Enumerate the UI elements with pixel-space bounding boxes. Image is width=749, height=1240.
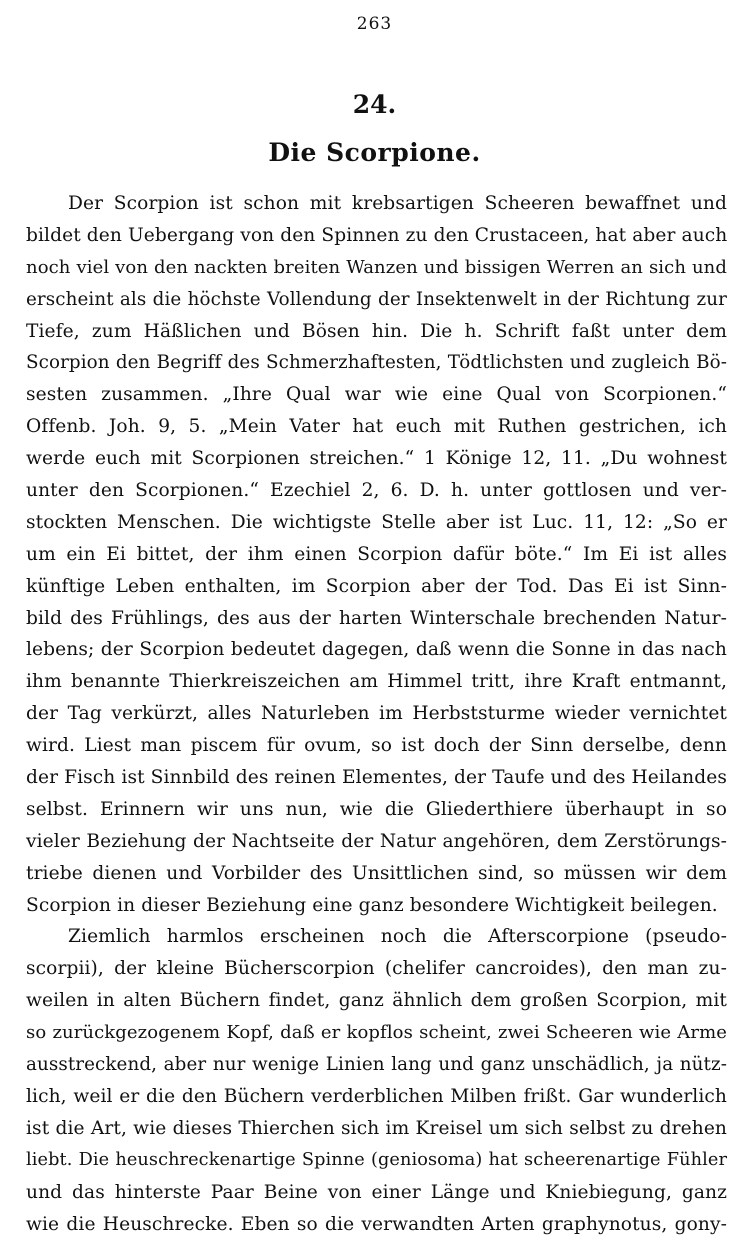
text-line: bild des Frühlings, des aus der harten Winterschale brechenden Natur-	[26, 603, 727, 635]
text-line: wie die Heuschrecke. Eben so die verwandten Arten graphynotus, gony-	[26, 1209, 727, 1240]
text-line: der Tag verkürzt, alles Naturleben im Herbststurme wieder vernichtet	[26, 698, 727, 730]
body-text	[26, 188, 727, 1240]
text-line: werde euch mit Scorpionen streichen.“ 1 Könige 12, 11. „Du wohnest	[26, 443, 727, 475]
text-line: ausstreckend, aber nur wenige Linien lang und ganz unschädlich, ja nütz-	[26, 1049, 727, 1081]
text-line: erscheint als die höchste Vollendung der Insektenwelt in der Richtung zur	[26, 284, 727, 316]
page-number: 263	[0, 14, 749, 34]
text-line: noch viel von den nackten breiten Wanzen und bissigen Werren an sich und	[26, 252, 727, 284]
text-line: ihm benannte Thierkreiszeichen am Himmel tritt, ihre Kraft entmannt,	[26, 666, 727, 698]
text-line: so zurückgezogenem Kopf, daß er kopflos scheint, zwei Scheeren wie Arme	[26, 1017, 727, 1049]
text-line: selbst. Erinnern wir uns nun, wie die Gliederthiere überhaupt in so	[26, 794, 727, 826]
text-line: Ziemlich harmlos erscheinen noch die Afterscorpione (pseudo-	[26, 921, 727, 953]
text-line: Tiefe, zum Häßlichen und Bösen hin. Die h. Schrift faßt unter dem	[26, 316, 727, 348]
text-line: vieler Beziehung der Nachtseite der Natur angehören, dem Zerstörungs-	[26, 826, 727, 858]
text-line: Offenb. Joh. 9, 5. „Mein Vater hat euch mit Ruthen gestrichen, ich	[26, 411, 727, 443]
text-line: und das hinterste Paar Beine von einer Länge und Kniebiegung, ganz	[26, 1177, 727, 1209]
text-line: unter den Scorpionen.“ Ezechiel 2, 6. D. h. unter gottlosen und ver-	[26, 475, 727, 507]
text-line: der Fisch ist Sinnbild des reinen Elementes, der Taufe und des Heilandes	[26, 762, 727, 794]
text-line: wird. Liest man piscem für ovum, so ist doch der Sinn derselbe, denn	[26, 730, 727, 762]
text-line: Der Scorpion ist schon mit krebsartigen Scheeren bewaffnet und	[26, 188, 727, 220]
text-line: künftige Leben enthalten, im Scorpion aber der Tod. Das Ei ist Sinn-	[26, 571, 727, 603]
text-line: liebt. Die heuschreckenartige Spinne (geniosoma) hat scheerenartige Fühler	[26, 1145, 727, 1177]
text-line: lich, weil er die den Büchern verderblichen Milben frißt. Gar wunderlich	[26, 1081, 727, 1113]
text-line: um ein Ei bittet, der ihm einen Scorpion dafür böte.“ Im Ei ist alles	[26, 539, 727, 571]
chapter-number: 24.	[0, 90, 749, 119]
text-line: scorpii), der kleine Bücherscorpion (chelifer cancroides), den man zu-	[26, 953, 727, 985]
chapter-title: Die Scorpione.	[0, 138, 749, 167]
text-line: sesten zusammen. „Ihre Qual war wie eine Qual von Scorpionen.“	[26, 379, 727, 411]
text-line: ist die Art, wie dieses Thierchen sich im Kreisel um sich selbst zu drehen	[26, 1113, 727, 1145]
text-line: bildet den Uebergang von den Spinnen zu den Crustaceen, hat aber auch	[26, 220, 727, 252]
text-line: triebe dienen und Vorbilder des Unsittlichen sind, so müssen wir dem	[26, 858, 727, 890]
text-line: Scorpion den Begriff des Schmerzhaftesten, Tödtlichsten und zugleich Bö-	[26, 347, 727, 379]
text-line: stockten Menschen. Die wichtigste Stelle aber ist Luc. 11, 12: „So er	[26, 507, 727, 539]
text-line: Scorpion in dieser Beziehung eine ganz besondere Wichtigkeit beilegen.	[26, 890, 727, 922]
text-line: lebens; der Scorpion bedeutet dagegen, daß wenn die Sonne in das nach	[26, 634, 727, 666]
text-line: weilen in alten Büchern findet, ganz ähnlich dem großen Scorpion, mit	[26, 985, 727, 1017]
